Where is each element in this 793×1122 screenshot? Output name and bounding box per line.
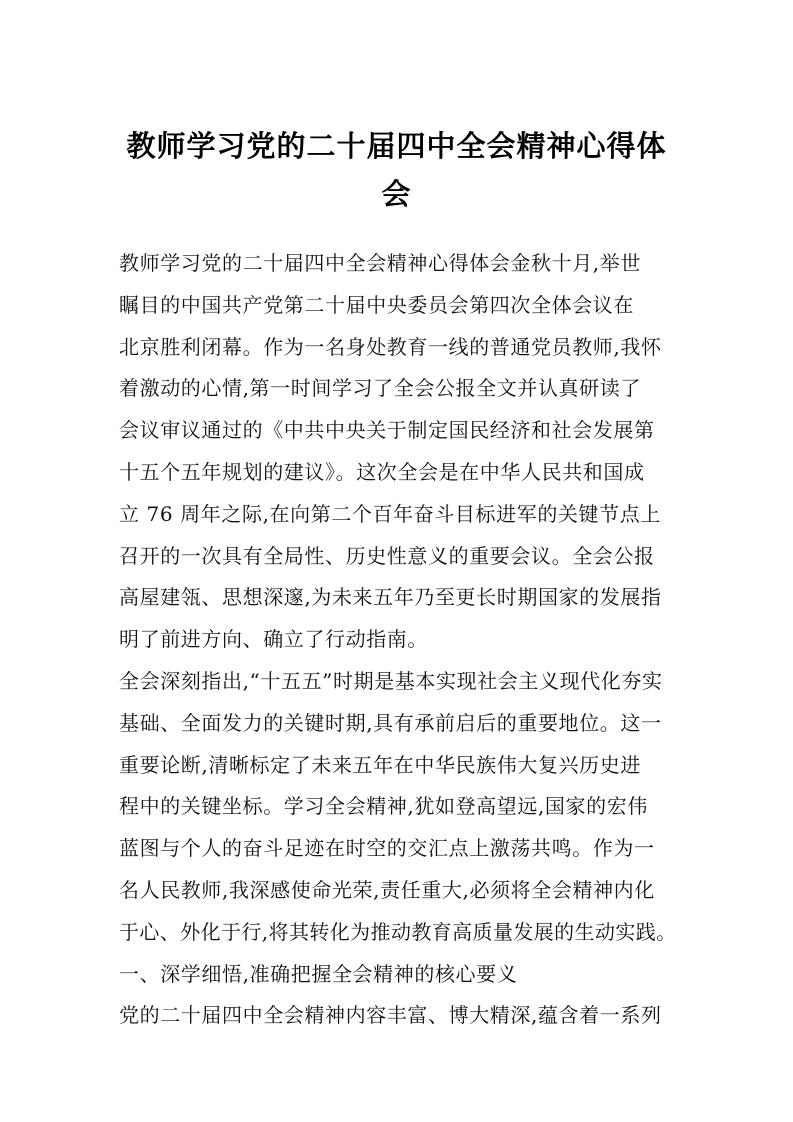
body-line: 北京胜利闭幕。作为一名身处教育一线的普通党员教师,我怀	[119, 334, 662, 359]
body-line: 于心、外化于行,将其转化为推动教育高质量发展的生动实践。	[119, 919, 677, 944]
body-line: 重要论断,清晰标定了未来五年在中华民族伟大复兴历史进	[119, 752, 641, 777]
body-line: 召开的一次具有全局性、历史性意义的重要会议。全会公报	[119, 543, 655, 568]
body-line: 名人民教师,我深感使命光荣,责任重大,必须将全会精神内化	[119, 877, 655, 902]
title-line-1: 教师学习党的二十届四中全会精神心得体	[126, 129, 667, 163]
body-line: 基础、全面发力的关键时期,具有承前启后的重要地位。这一	[119, 710, 662, 735]
body-line: 程中的关键坐标。学习全会精神,犹如登高望远,国家的宏伟	[119, 794, 648, 819]
document-body	[119, 243, 679, 1037]
body-line: 教师学习党的二十届四中全会精神心得体会金秋十月,举世	[119, 251, 641, 275]
body-line: 明了前进方向、确立了行动指南。	[119, 627, 428, 652]
title-line-2: 会	[381, 177, 412, 211]
body-line: 会议审议通过的《中共中央关于制定国民经济和社会发展第	[119, 418, 655, 443]
document-title	[110, 122, 683, 218]
body-line: 蓝图与个人的奋斗足迹在时空的交汇点上激荡共鸣。作为一	[119, 836, 655, 861]
body-line: 高屋建瓴、思想深邃,为未来五年乃至更长时期国家的发展指	[119, 585, 662, 610]
body-line: 瞩目的中国共产党第二十届中央委员会第四次全体会议在	[119, 292, 634, 317]
body-line: 全会深刻指出,“十五五”时期是基本实现社会主义现代化夯实	[119, 668, 663, 693]
body-line: 立 76 周年之际,在向第二个百年奋斗目标进军的关键节点上	[119, 501, 661, 526]
body-line: 党的二十届四中全会精神内容丰富、博大精深,蕴含着一系列	[119, 1003, 662, 1028]
body-line: 着激动的心情,第一时间学习了全会公报全文并认真研读了	[119, 376, 641, 401]
body-line: 十五个五年规划的建议》。这次全会是在中华人民共和国成	[119, 459, 645, 484]
section-heading: 一、深学细悟,准确把握全会精神的核心要义	[119, 961, 518, 986]
